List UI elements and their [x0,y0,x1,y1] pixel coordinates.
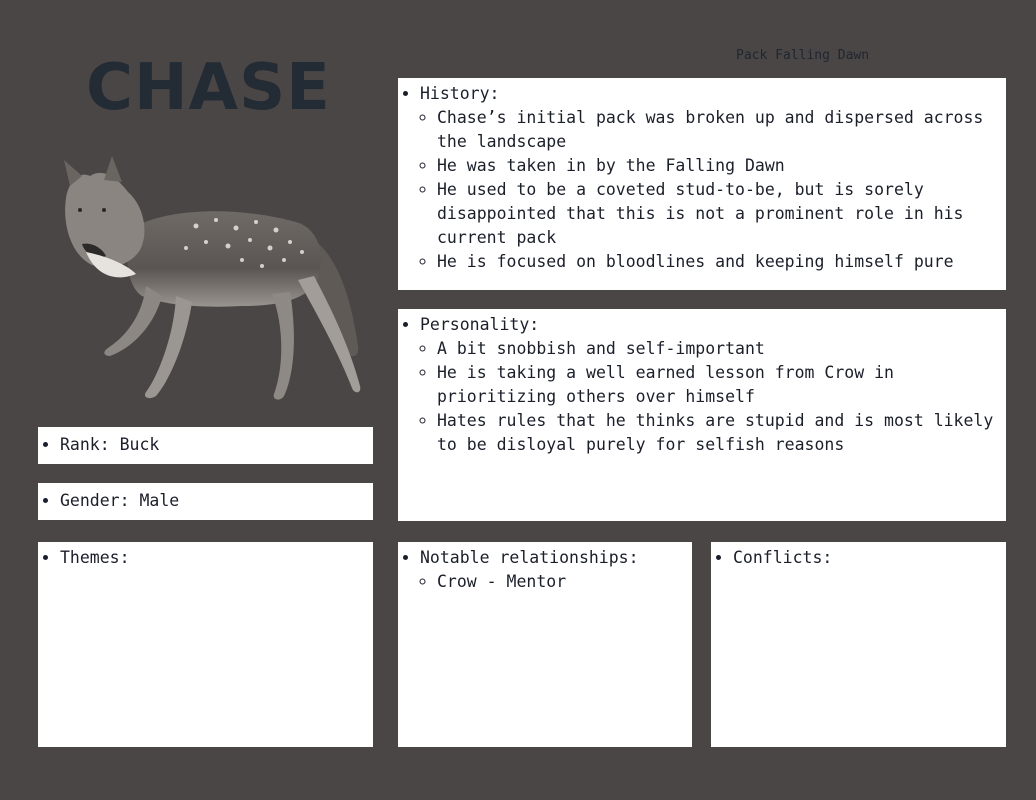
pack-name: Pack Falling Dawn [736,48,870,63]
gender-card [38,483,373,520]
wolf-image [46,156,376,406]
history-item: ◦ He is focused on bloodlines and keeping himself pure [437,250,996,274]
themes-heading: • Themes: [60,546,363,570]
history-card [398,78,1006,290]
history-item: ◦ He used to be a coveted stud-to-be, but is sorely disappointed that this is not a prominent role in his current pack [437,178,996,250]
personality-heading: Personality: [420,315,540,334]
relationship-item: ◦ Crow - Mentor [437,570,682,594]
history-heading: History: [420,84,500,103]
gender-text: • Gender: Male [60,489,363,513]
history-item: ◦ Chase’s initial pack was broken up and dispersed across the landscape [437,106,996,154]
rank-text: • Rank: Buck [60,433,363,457]
rank-card [38,427,373,464]
conflicts-heading: • Conflicts: [733,546,996,570]
relationships-card [398,542,692,747]
personality-item: ◦ He is taking a well earned lesson from Crow in prioritizing others over himself [437,361,996,409]
personality-item: ◦ Hates rules that he thinks are stupid and is most likely to be disloyal purely for selfish reasons [437,409,996,457]
relationships-heading: Notable relationships: [420,548,639,567]
conflicts-card [711,542,1006,747]
personality-item: ◦ A bit snobbish and self-important [437,337,996,361]
character-name: CHASE [86,51,331,125]
history-item: ◦ He was taken in by the Falling Dawn [437,154,996,178]
themes-card [38,542,373,747]
personality-card [398,309,1006,521]
